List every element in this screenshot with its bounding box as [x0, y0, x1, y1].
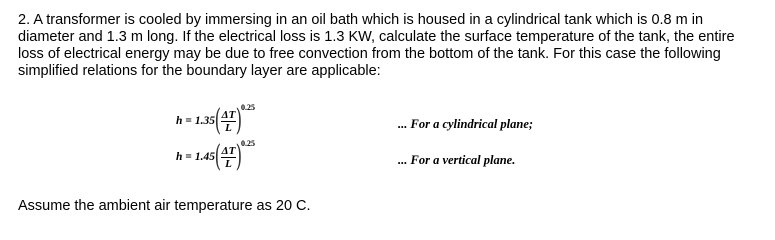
fraction-numerator: ΔT: [221, 108, 236, 121]
equation-lhs: h =: [176, 115, 192, 127]
fraction-numerator: ΔT: [221, 144, 236, 157]
equation-exponent: 0.25: [241, 103, 256, 112]
assumption-text: Assume the ambient air temperature as 20 C.: [18, 198, 311, 214]
fraction-denominator: L: [225, 157, 232, 170]
left-paren: (: [214, 103, 222, 138]
fraction: [221, 145, 237, 170]
equation-exponent: 0.25: [241, 139, 256, 148]
fraction-denominator: L: [225, 121, 232, 134]
condition-cylindrical: ... For a cylindrical plane;: [398, 117, 534, 131]
equation-cylindrical: [176, 103, 256, 138]
equation-coefficient: 1.45: [194, 151, 215, 163]
right-paren: ): [235, 139, 243, 174]
equation-coefficient: 1.35: [194, 115, 215, 127]
equation-lhs: h =: [176, 151, 192, 163]
condition-vertical: ... For a vertical plane.: [398, 153, 516, 167]
fraction: [221, 109, 237, 134]
right-paren: ): [235, 103, 243, 138]
left-paren: (: [214, 139, 222, 174]
problem-statement: 2. A transformer is cooled by immersing in an oil bath which is housed in a cylindrical tank which is 0.8 m in diameter and 1.3 m long. If the electrical loss is 1.3 KW, calculate the surface temperature of the tank, the entire loss of electrical energy may be due to free convection from the bottom of the tank. For this case the following simplified relations for the boundary layer are applicable:: [18, 12, 735, 79]
equation-vertical: [176, 139, 256, 174]
